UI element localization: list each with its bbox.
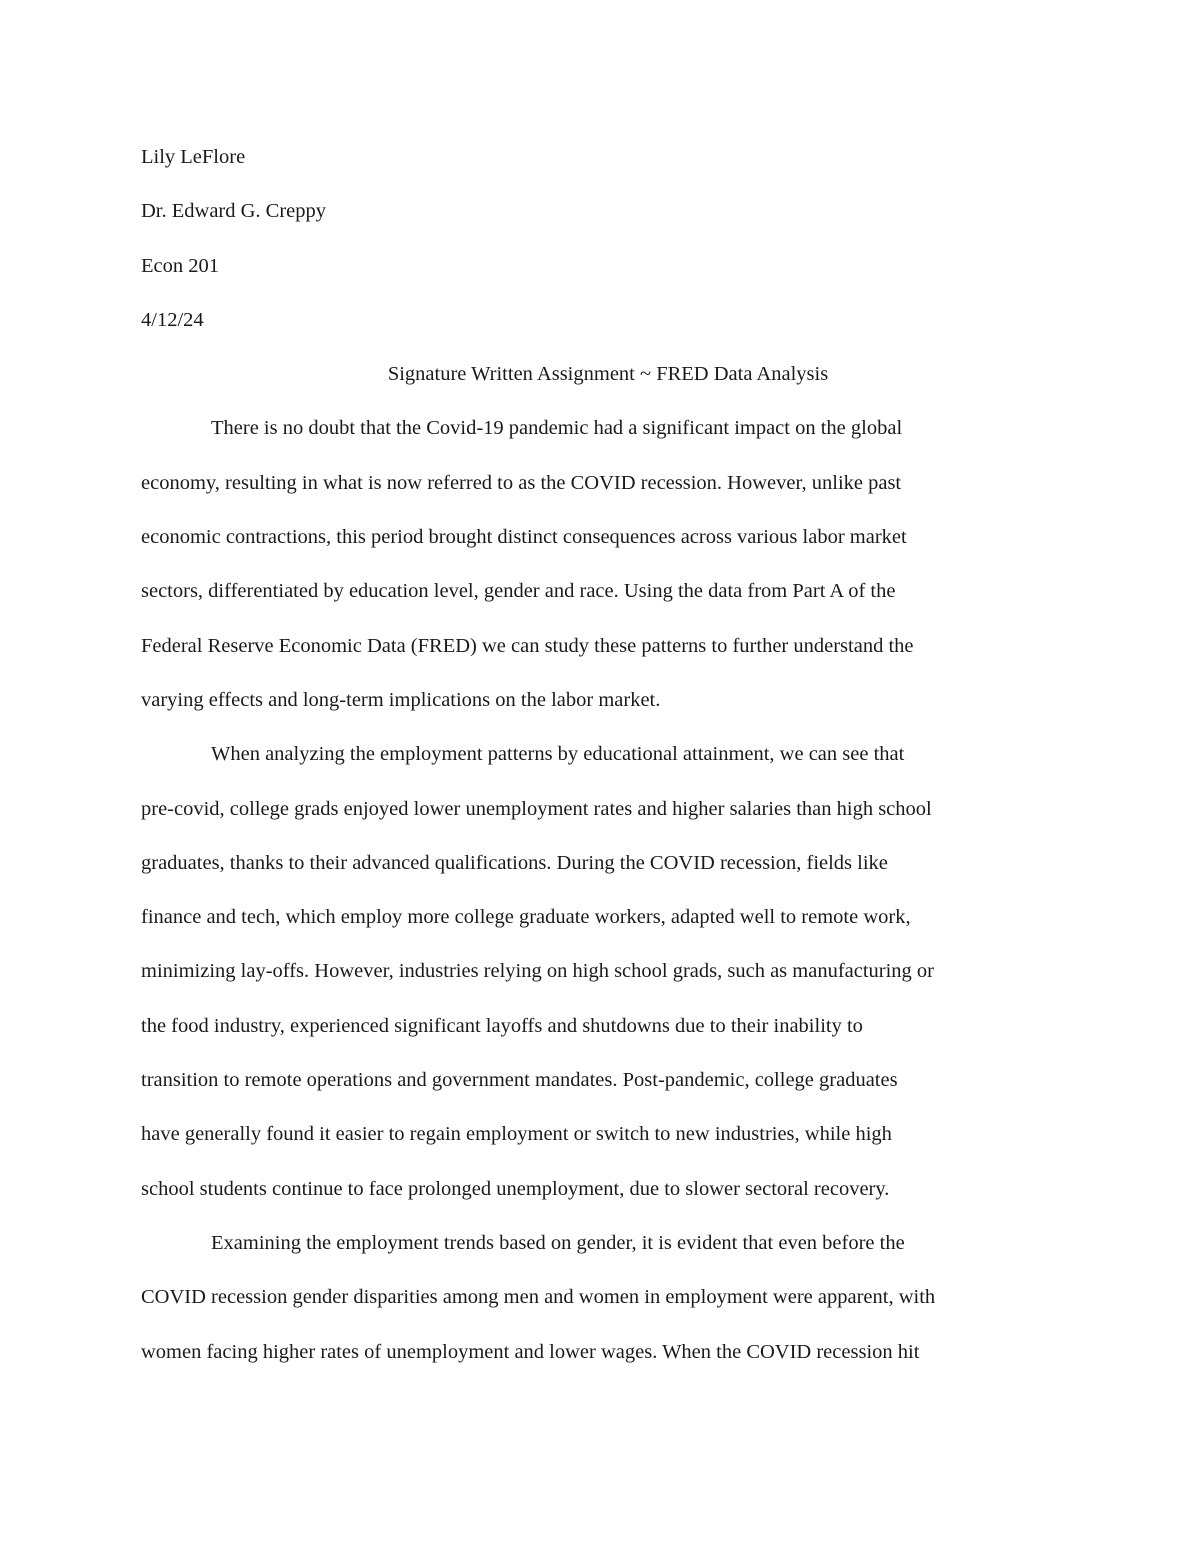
submission-date: 4/12/24 (141, 308, 204, 331)
text-line: the food industry, experienced significant layoffs and shutdowns due to their inability to (141, 1014, 863, 1037)
text-line: Federal Reserve Economic Data (FRED) we can study these patterns to further understand the (141, 634, 914, 657)
text-line: minimizing lay-offs. However, industries relying on high school grads, such as manufacturing or (141, 960, 935, 983)
text-line: economic contractions, this period brought distinct consequences across various labor market (141, 526, 907, 549)
text-line: There is no doubt that the Covid-19 pandemic had a significant impact on the global (211, 417, 903, 440)
instructor-name: Dr. Edward G. Creppy (141, 200, 327, 223)
author-name: Lily LeFlore (141, 146, 246, 168)
text-line: transition to remote operations and government mandates. Post-pandemic, college graduates (141, 1069, 898, 1092)
paragraph-2 (141, 727, 1061, 1216)
text-line: have generally found it easier to regain employment or switch to new industries, while high (141, 1123, 892, 1146)
text-line: varying effects and long-term implications on the labor market. (141, 688, 661, 711)
text-line: economy, resulting in what is now referred to as the COVID recession. However, unlike past (141, 471, 902, 494)
text-line: COVID recession gender disparities among men and women in employment were apparent, with (141, 1286, 936, 1309)
course-name: Econ 201 (141, 254, 219, 277)
essay-title: Signature Written Assignment ~ FRED Data Analysis (387, 363, 829, 386)
text-line: women facing higher rates of unemployment and lower wages. When the COVID recession hit (141, 1340, 920, 1363)
text-line: school students continue to face prolonged unemployment, due to slower sectoral recovery. (141, 1177, 890, 1200)
text-line: Examining the employment trends based on gender, it is evident that even before the (211, 1231, 905, 1254)
text-line: pre-covid, college grads enjoyed lower unemployment rates and higher salaries than high school (141, 797, 932, 820)
document-body (141, 130, 1061, 1379)
text-line: sectors, differentiated by education level, gender and race. Using the data from Part A of the (141, 580, 896, 603)
paragraph-3 (141, 1216, 1061, 1379)
text-line: finance and tech, which employ more college graduate workers, adapted well to remote work, (141, 906, 911, 929)
text-line: graduates, thanks to their advanced qualifications. During the COVID recession, fields like (141, 851, 888, 874)
text-line: When analyzing the employment patterns by educational attainment, we can see that (211, 743, 905, 766)
paragraph-1 (141, 401, 1061, 727)
